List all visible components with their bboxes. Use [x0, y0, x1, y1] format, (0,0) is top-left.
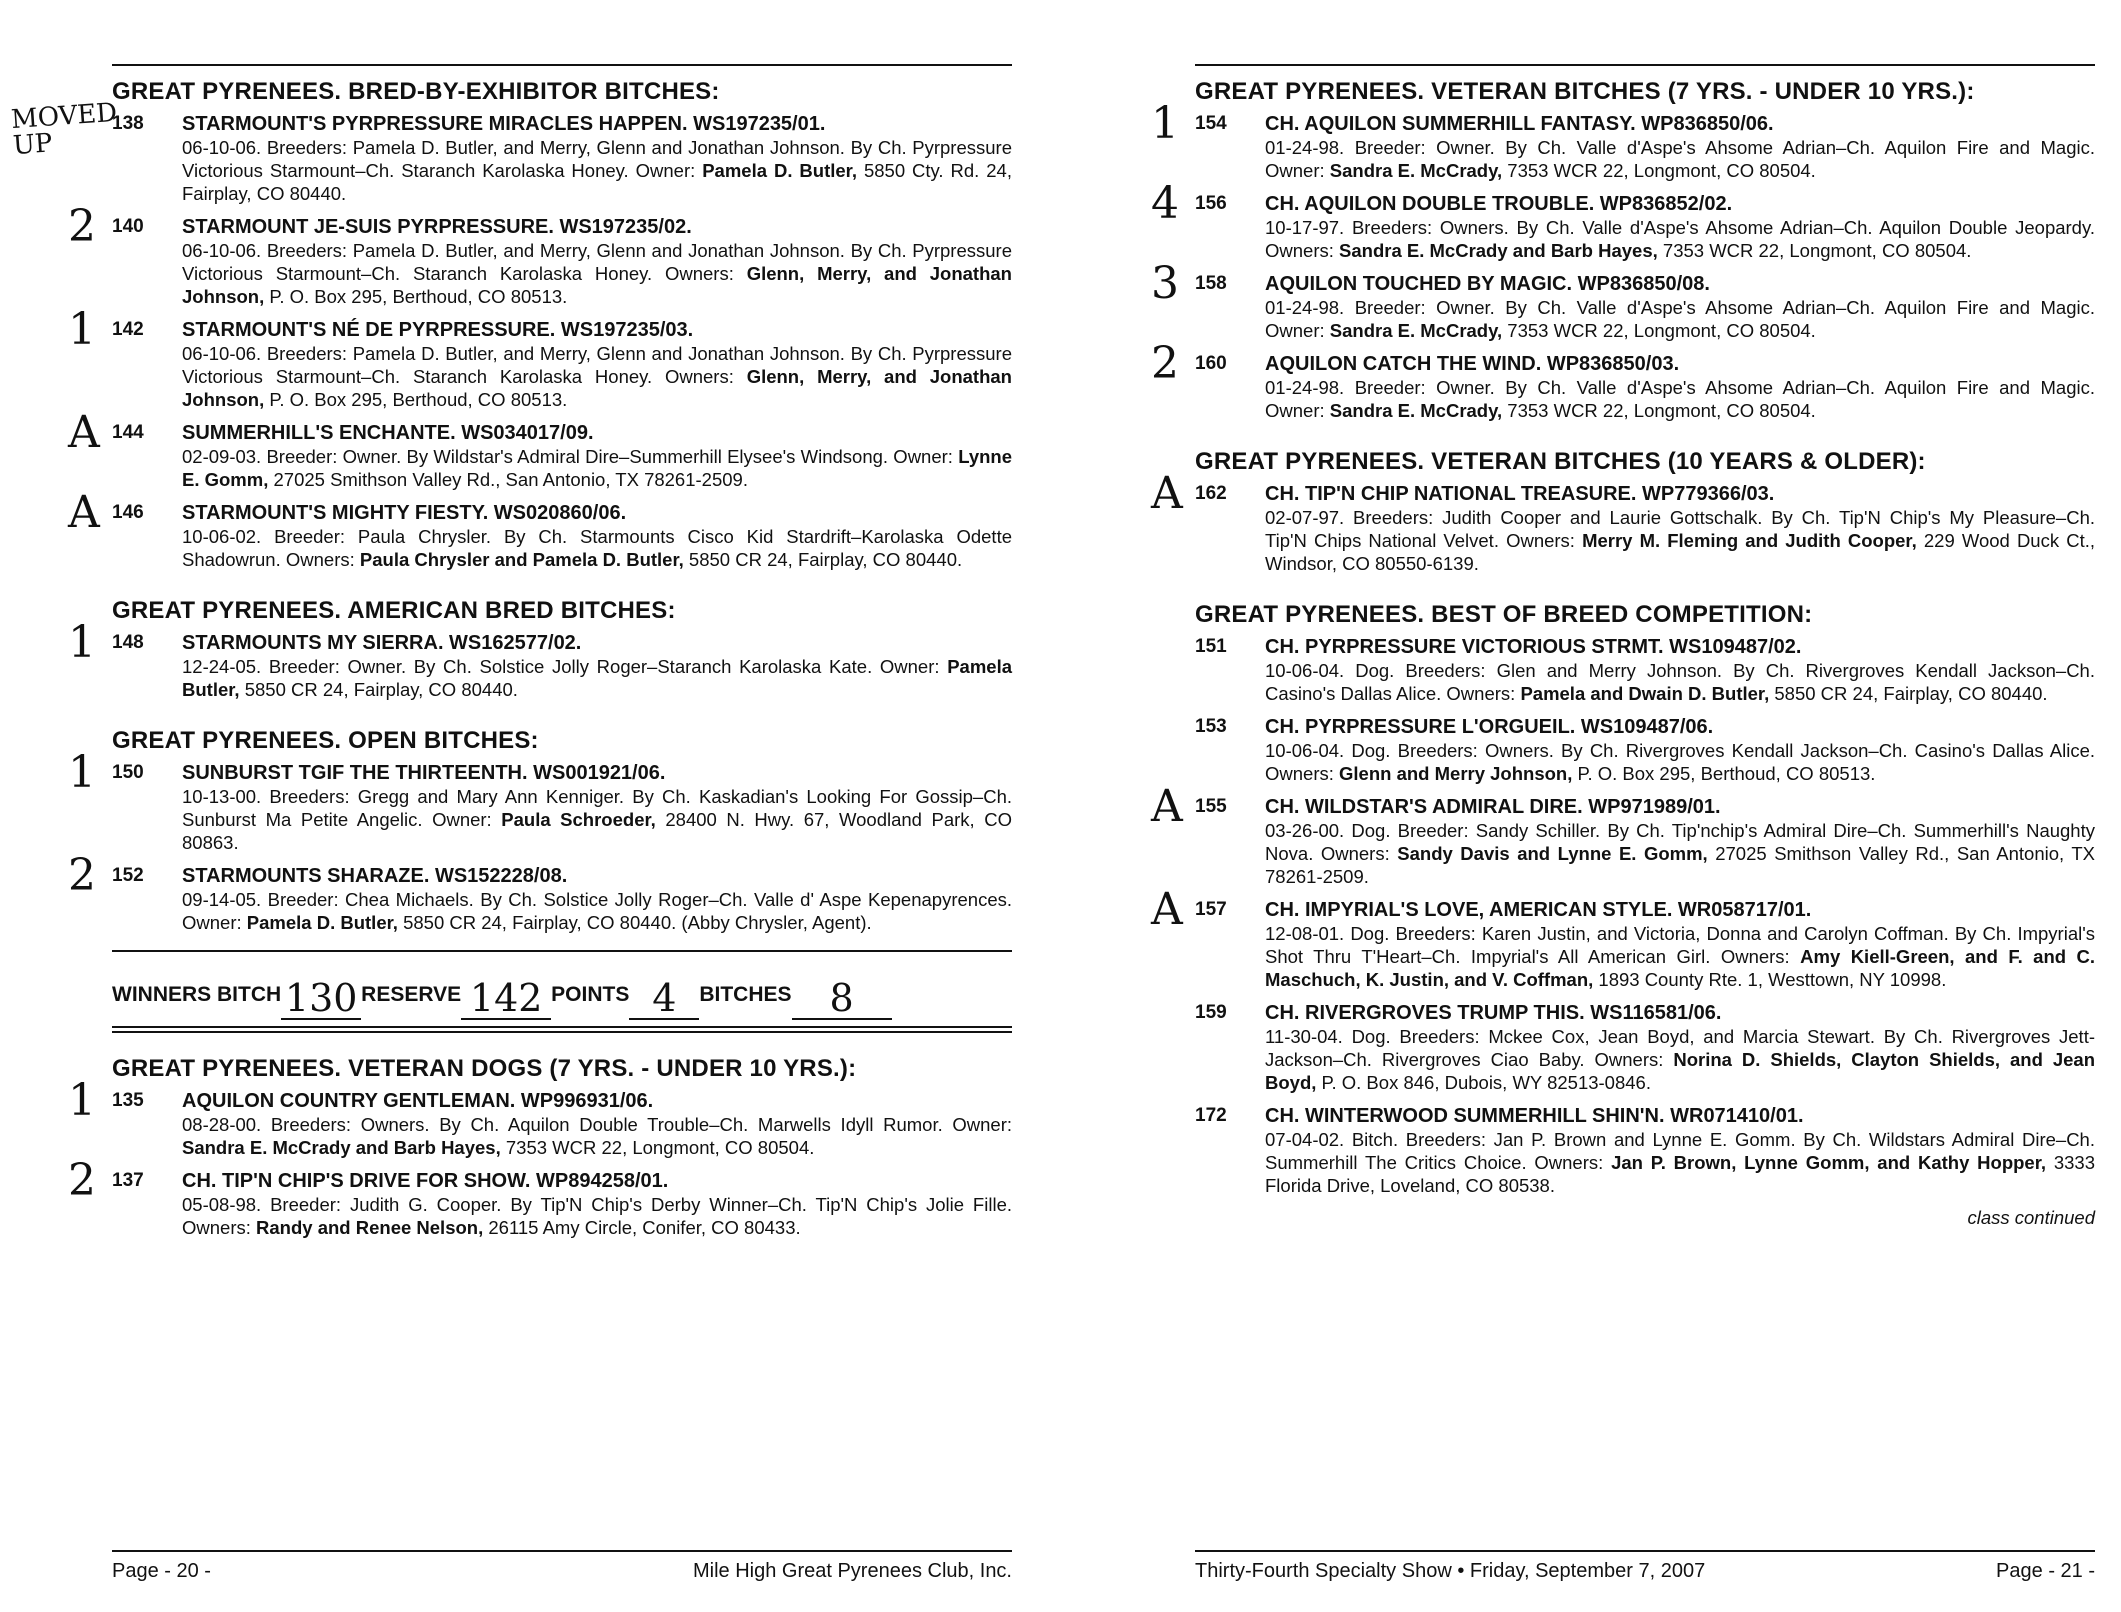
- dog-name: CH. TIP'N CHIP'S DRIVE FOR SHOW. WP894258/01.: [182, 1170, 669, 1192]
- catalog-entry: [1151, 258, 2095, 342]
- catalog-entry: [1195, 1001, 2095, 1094]
- entry-number: 156: [1195, 193, 1227, 214]
- dog-name: SUNBURST TGIF THE THIRTEENTH. WS001921/06.: [182, 762, 666, 784]
- entry-details: [182, 342, 1012, 411]
- catalog-entry: [1151, 98, 2095, 182]
- dog-name: AQUILON CATCH THE WIND. WP836850/03.: [1265, 353, 1680, 375]
- entry-details: [182, 1193, 1012, 1239]
- award-value: 130: [281, 978, 361, 1020]
- owner-name: Sandra E. McCrady,: [1329, 400, 1503, 421]
- show-info: Thirty-Fourth Specialty Show • Friday, September 7, 2007: [1195, 1560, 1706, 1582]
- entry-details: [1265, 819, 2095, 888]
- owner-name: Pamela D. Butler,: [246, 912, 398, 933]
- owner-name: Sandra E. McCrady,: [1329, 160, 1503, 181]
- catalog-entry: [68, 1155, 1012, 1239]
- dog-name: STARMOUNT'S MIGHTY FIESTY. WS020860/06.: [182, 502, 627, 524]
- handwritten-placement: 1: [68, 304, 96, 355]
- catalog-entry: [68, 1075, 1012, 1159]
- dog-name: STARMOUNT'S NÉ DE PYRPRESSURE. WS197235/03.: [182, 319, 694, 341]
- handwritten-placement: A: [68, 487, 100, 538]
- spacer: [1195, 585, 2095, 601]
- breeding-info: 02-09-03. Breeder: Owner. By Wildstar's Admiral Dire–Summerhill Elysee's Windsong. Owner:: [182, 446, 959, 467]
- breeding-info: 02-07-97. Breeders: Judith Cooper and Laurie Gottschalk. By Ch. Tip'N Chip's My Pleasure–Ch. Tip'N Chips National Velvet. Owners:: [1265, 507, 2095, 551]
- handwritten-placement: 2: [68, 201, 96, 252]
- catalog-entry: [1151, 338, 2095, 422]
- handwritten-placement: A: [1151, 468, 1183, 519]
- entry-details: [182, 445, 1012, 491]
- section-title: GREAT PYRENEES. OPEN BITCHES:: [112, 727, 539, 754]
- entry-details: [1265, 739, 2095, 785]
- award-value: 8: [792, 978, 892, 1020]
- owner-address: 5850 Cty. Rd. 24, Fairplay, CO 80440.: [182, 160, 1012, 204]
- top-rule: [1195, 64, 2095, 66]
- dog-name: CH. TIP'N CHIP NATIONAL TREASURE. WP779366/03.: [1265, 483, 1775, 505]
- entry-number: 153: [1195, 716, 1227, 737]
- owner-address: 7353 WCR 22, Longmont, CO 80504.: [1502, 160, 1816, 181]
- dog-name: AQUILON TOUCHED BY MAGIC. WP836850/08.: [1265, 273, 1710, 295]
- handwritten-placement: 4: [1151, 178, 1179, 229]
- breeding-info: 09-14-05. Breeder: Chea Michaels. By Ch. Solstice Jolly Roger–Ch. Valle d' Aspe Kepenapyrences. Owner:: [182, 889, 1012, 933]
- entry-number: 152: [112, 865, 144, 886]
- catalog-entry: [112, 112, 1012, 205]
- award-label: RESERVE: [361, 983, 462, 1006]
- entry-number: 155: [1195, 796, 1227, 817]
- entry-details: [1265, 922, 2095, 991]
- owner-address: 5850 CR 24, Fairplay, CO 80440.: [683, 549, 963, 570]
- award-value: 4: [629, 978, 699, 1020]
- catalog-entry: [68, 617, 1012, 701]
- breeding-info: 08-28-00. Breeders: Owners. By Ch. Aquilon Double Trouble–Ch. Marwells Idyll Rumor. Owner:: [182, 1114, 1012, 1135]
- section-title: GREAT PYRENEES. BEST OF BREED COMPETITION:: [1195, 601, 1813, 628]
- dog-name: STARMOUNT'S PYRPRESSURE MIRACLES HAPPEN. WS197235/01.: [182, 113, 826, 135]
- owner-address: P. O. Box 295, Berthoud, CO 80513.: [264, 286, 568, 307]
- catalog-entry: [68, 407, 1012, 491]
- handwritten-placement: A: [68, 407, 100, 458]
- breeding-info: 10-06-02. Breeder: Paula Chrysler. By Ch. Starmounts Cisco Kid Stardrift–Karolaska Odette Shadowrun. Owners:: [182, 526, 1012, 570]
- catalog-entry: [68, 304, 1012, 411]
- entry-details: [1265, 376, 2095, 422]
- handwritten-placement: 1: [1151, 98, 1179, 149]
- spacer: [112, 581, 1012, 597]
- section-divider: [112, 950, 1012, 952]
- owner-name: Sandra E. McCrady and Barb Hayes,: [182, 1137, 501, 1158]
- entry-number: 157: [1195, 899, 1227, 920]
- owner-address: 5850 CR 24, Fairplay, CO 80440.: [239, 679, 518, 700]
- entry-number: 160: [1195, 353, 1227, 374]
- entry-number: 137: [112, 1170, 144, 1191]
- section-title: GREAT PYRENEES. VETERAN DOGS (7 YRS. - UNDER 10 YRS.):: [112, 1055, 857, 1082]
- entry-details: [1265, 659, 2095, 705]
- owner-address: 7353 WCR 22, Longmont, CO 80504.: [1657, 240, 1972, 261]
- catalog-entry: [68, 487, 1012, 571]
- owner-address: 28400 N. Hwy. 67, Woodland Park, CO 80863.: [182, 809, 1013, 853]
- breeding-info: 06-10-06. Breeders: Pamela D. Butler, and Merry, Glenn and Jonathan Johnson. By Ch. Pyrpressure Victorious Starmount–Ch. Staranch Karolaska Honey. Owner:: [182, 137, 1012, 181]
- breeding-info: 07-04-02. Bitch. Breeders: Jan P. Brown and Lynne E. Gomm. By Ch. Wildstars Admiral Dire–Ch. Summerhill The Critics Choice. Owners:: [1265, 1129, 2095, 1173]
- dog-name: STARMOUNTS SHARAZE. WS152228/08.: [182, 865, 568, 887]
- dog-name: SUMMERHILL'S ENCHANTE. WS034017/09.: [182, 422, 594, 444]
- class-continued: class continued: [1967, 1207, 2095, 1228]
- entry-number: 146: [112, 502, 144, 523]
- entry-details: [182, 1113, 1012, 1159]
- dog-name: CH. PYRPRESSURE VICTORIOUS STRMT. WS109487/02.: [1265, 636, 1802, 658]
- award-value: 142: [461, 978, 551, 1020]
- owner-address: 27025 Smithson Valley Rd., San Antonio, TX 78261-2509.: [268, 469, 748, 490]
- owner-name: Paula Schroeder,: [501, 809, 656, 830]
- left-page: [10, 0, 1013, 1612]
- catalog-entry: [1195, 635, 2095, 705]
- owner-name: Paula Chrysler and Pamela D. Butler,: [359, 549, 684, 570]
- dog-name: CH. PYRPRESSURE L'ORGUEIL. WS109487/06.: [1265, 716, 1714, 738]
- dog-name: CH. AQUILON DOUBLE TROUBLE. WP836852/02.: [1265, 193, 1733, 215]
- entry-number: 172: [1195, 1105, 1227, 1126]
- section-title: GREAT PYRENEES. BRED-BY-EXHIBITOR BITCHES:: [112, 78, 720, 105]
- breeding-info: 03-26-00. Dog. Breeder: Sandy Schiller. By Ch. Tip'nchip's Admiral Dire–Ch. Summerhill's Naughty Nova. Owners:: [1265, 820, 2095, 864]
- owner-address: 27025 Smithson Valley Rd., San Antonio, TX 78261-2509.: [1265, 843, 2095, 887]
- owner-name: Randy and Renee Nelson,: [256, 1217, 484, 1238]
- entry-details: [1265, 1128, 2095, 1197]
- owner-name: Glenn, Merry, and Jonathan Johnson,: [182, 263, 1012, 307]
- handwritten-placement: 2: [68, 1155, 96, 1206]
- entry-number: 151: [1195, 636, 1227, 657]
- left-content: [10, 78, 1013, 1249]
- catalog-entry: [68, 850, 1012, 934]
- breeding-info: 10-06-04. Dog. Breeders: Owners. By Ch. Rivergroves Kendall Jackson–Ch. Casino's Dallas Alice. Owners:: [1265, 740, 2095, 784]
- entry-number: 158: [1195, 273, 1227, 294]
- dog-name: CH. AQUILON SUMMERHILL FANTASY. WP836850/06.: [1265, 113, 1774, 135]
- owner-name: Pamela D. Butler,: [702, 160, 857, 181]
- breeding-info: 12-08-01. Dog. Breeders: Karen Justin, and Victoria, Donna and Carolyn Coffman. By Ch. Impyrial's Shot Thru T'Heart–Ch. Impyrial's All American Girl. Owners:: [1265, 923, 2095, 967]
- catalog-entry: [68, 747, 1013, 854]
- catalog-entry: [1151, 781, 2095, 888]
- breeding-info: 10-06-04. Dog. Breeders: Glen and Merry Johnson. By Ch. Rivergroves Kendall Jackson–Ch. Casino's Dallas Alice. Owners:: [1265, 660, 2095, 704]
- handwritten-placement: 1: [68, 747, 96, 798]
- club-name: Mile High Great Pyrenees Club, Inc.: [692, 1560, 1012, 1582]
- breeding-info: 06-10-06. Breeders: Pamela D. Butler, and Merry, Glenn and Jonathan Johnson. By Ch. Pyrpressure Victorious Starmount–Ch. Staranch Karolaska Honey. Owners:: [182, 240, 1012, 284]
- page-number: Page - 20 -: [112, 1560, 211, 1582]
- catalog-entry: [1195, 1104, 2095, 1197]
- entry-details: [182, 888, 1012, 934]
- owner-name: Merry M. Fleming and Judith Cooper,: [1582, 530, 1917, 551]
- owner-address: P. O. Box 295, Berthoud, CO 80513.: [264, 389, 568, 410]
- breeding-info: 01-24-98. Breeder: Owner. By Ch. Valle d'Aspe's Ahsome Adrian–Ch. Aquilon Fire and Magic. Owner:: [1265, 377, 2095, 421]
- catalog-entry: [1151, 884, 2095, 991]
- owner-name: Pamela and Dwain D. Butler,: [1520, 683, 1770, 704]
- right-footer: [1195, 1560, 2095, 1583]
- owner-address: 1893 County Rte. 1, Westtown, NY 10998.: [1593, 969, 1947, 990]
- entry-number: 140: [112, 216, 144, 237]
- entry-details: [1265, 1025, 2095, 1094]
- breeding-info: 06-10-06. Breeders: Pamela D. Butler, and Merry, Glenn and Jonathan Johnson. By Ch. Pyrpressure Victorious Starmount–Ch. Staranch Karolaska Honey. Owners:: [182, 343, 1012, 387]
- owner-name: Glenn, Merry, and Jonathan Johnson,: [182, 366, 1012, 410]
- owner-name: Sandra E. McCrady,: [1329, 320, 1503, 341]
- owner-name: Pamela Butler,: [182, 656, 1012, 700]
- dog-name: CH. WINTERWOOD SUMMERHILL SHIN'N. WR071410/01.: [1265, 1105, 1804, 1127]
- catalog-entry: [1151, 468, 2095, 575]
- entry-number: 159: [1195, 1002, 1227, 1023]
- owner-name: Amy Kiell-Green, and F. and C. Maschuch, K. Justin, and V. Coffman,: [1265, 946, 2095, 990]
- catalog-entry: [1195, 715, 2095, 785]
- entry-details: [182, 525, 1012, 571]
- owner-name: Lynne E. Gomm,: [182, 446, 1012, 490]
- owner-address: P. O. Box 295, Berthoud, CO 80513.: [1572, 763, 1876, 784]
- owner-name: Jan P. Brown, Lynne Gomm, and Kathy Hopper,: [1611, 1152, 2047, 1173]
- award-label: POINTS: [551, 983, 630, 1006]
- section-title: GREAT PYRENEES. VETERAN BITCHES (10 YEARS & OLDER):: [1195, 448, 1926, 475]
- spacer: [112, 711, 1012, 727]
- section-title: GREAT PYRENEES. AMERICAN BRED BITCHES:: [112, 597, 676, 624]
- dog-name: CH. IMPYRIAL'S LOVE, AMERICAN STYLE. WR058717/01.: [1265, 899, 1812, 921]
- entry-number: 150: [112, 762, 144, 783]
- breeding-info: 12-24-05. Breeder: Owner. By Ch. Solstice Jolly Roger–Staranch Karolaska Kate. Owner:: [182, 656, 948, 677]
- dog-name: CH. WILDSTAR'S ADMIRAL DIRE. WP971989/01.: [1265, 796, 1721, 818]
- dog-name: CH. RIVERGROVES TRUMP THIS. WS116581/06.: [1265, 1002, 1722, 1024]
- page-number: Page - 21 -: [1996, 1560, 2095, 1582]
- owner-address: 26115 Amy Circle, Conifer, CO 80433.: [483, 1217, 801, 1238]
- bottom-rule: [112, 1550, 1012, 1552]
- owner-address: 229 Wood Duck Ct., Windsor, CO 80550-6139.: [1265, 530, 2095, 574]
- double-divider: [112, 1026, 1012, 1033]
- handwritten-placement: A: [1151, 781, 1183, 832]
- handwritten-placement: 3: [1151, 258, 1179, 309]
- entry-details: [1265, 296, 2095, 342]
- entry-number: 135: [112, 1090, 144, 1111]
- breeding-info: 01-24-98. Breeder: Owner. By Ch. Valle d'Aspe's Ahsome Adrian–Ch. Aquilon Fire and Magic. Owner:: [1265, 297, 2095, 341]
- owner-address: 5850 CR 24, Fairplay, CO 80440. (Abby Chrysler, Agent).: [397, 912, 872, 933]
- award-label: WINNERS BITCH: [112, 983, 282, 1006]
- handwritten-placement: A: [1151, 884, 1183, 935]
- owner-address: 5850 CR 24, Fairplay, CO 80440.: [1769, 683, 2048, 704]
- owner-address: 3333 Florida Drive, Loveland, CO 80538.: [1265, 1152, 2096, 1196]
- winners-line: [112, 970, 1012, 1020]
- owner-address: 7353 WCR 22, Longmont, CO 80504.: [1502, 320, 1816, 341]
- breeding-info: 11-30-04. Dog. Breeders: Mckee Cox, Jean Boyd, and Marcia Stewart. By Ch. Rivergroves Jett-Jackson–Ch. Rivergroves Ciao Baby. Owners:: [1265, 1026, 2095, 1070]
- catalog-entry: [68, 201, 1012, 308]
- breeding-info: 10-17-97. Breeders: Owners. By Ch. Valle d'Aspe's Ahsome Adrian–Ch. Aquilon Double Jeopardy. Owners:: [1265, 217, 2095, 261]
- handwritten-placement: 1: [68, 617, 96, 668]
- bottom-rule: [1195, 1550, 2095, 1552]
- handwritten-placement: 2: [68, 850, 96, 901]
- entry-number: 138: [112, 113, 144, 134]
- entry-number: 142: [112, 319, 144, 340]
- entry-number: 144: [112, 422, 144, 443]
- entry-details: [1265, 216, 2095, 262]
- spacer: [1195, 432, 2095, 448]
- owner-name: Sandra E. McCrady and Barb Hayes,: [1339, 240, 1658, 261]
- owner-address: P. O. Box 846, Dubois, WY 82513-0846.: [1316, 1072, 1651, 1093]
- entry-number: 154: [1195, 113, 1227, 134]
- entry-details: [182, 655, 1012, 701]
- right-page: [1151, 0, 2096, 1612]
- owner-name: Glenn and Merry Johnson,: [1339, 763, 1573, 784]
- entry-details: [1265, 136, 2095, 182]
- handwritten-placement: 1: [68, 1075, 96, 1126]
- owner-name: Sandy Davis and Lynne E. Gomm,: [1397, 843, 1708, 864]
- owner-name: Norina D. Shields, Clayton Shields, and Jean Boyd,: [1265, 1049, 2096, 1093]
- handwritten-placement: 2: [1151, 338, 1179, 389]
- dog-name: STARMOUNT JE-SUIS PYRPRESSURE. WS197235/02.: [182, 216, 692, 238]
- entry-details: [182, 239, 1012, 308]
- breeding-info: 01-24-98. Breeder: Owner. By Ch. Valle d'Aspe's Ahsome Adrian–Ch. Aquilon Fire and Magic. Owner:: [1265, 137, 2095, 181]
- right-content: [1151, 78, 2096, 1229]
- entry-details: [182, 136, 1012, 205]
- award-label: BITCHES: [699, 983, 792, 1006]
- owner-address: 7353 WCR 22, Longmont, CO 80504.: [1502, 400, 1816, 421]
- moved-up-note: MOVED UP: [10, 97, 119, 162]
- dog-name: AQUILON COUNTRY GENTLEMAN. WP996931/06.: [182, 1090, 654, 1112]
- dog-name: STARMOUNTS MY SIERRA. WS162577/02.: [182, 632, 582, 654]
- catalog-entry: [1151, 178, 2095, 262]
- breeding-info: 05-08-98. Breeder: Judith G. Cooper. By Tip'N Chip's Derby Winner–Ch. Tip'N Chip's Jolie Fille. Owners:: [182, 1194, 1012, 1238]
- breeding-info: 10-13-00. Breeders: Gregg and Mary Ann Kenniger. By Ch. Kaskadian's Looking For Gossip–Ch. Sunburst Ma Petite Angelic. Owner:: [182, 786, 1012, 830]
- owner-address: 7353 WCR 22, Longmont, CO 80504.: [500, 1137, 815, 1158]
- entry-details: [1265, 506, 2095, 575]
- left-footer: [112, 1560, 1012, 1583]
- entry-number: 162: [1195, 483, 1227, 504]
- top-rule: [112, 64, 1012, 66]
- section-title: GREAT PYRENEES. VETERAN BITCHES (7 YRS. - UNDER 10 YRS.):: [1195, 78, 1975, 105]
- entry-details: [182, 785, 1012, 854]
- entry-number: 148: [112, 632, 144, 653]
